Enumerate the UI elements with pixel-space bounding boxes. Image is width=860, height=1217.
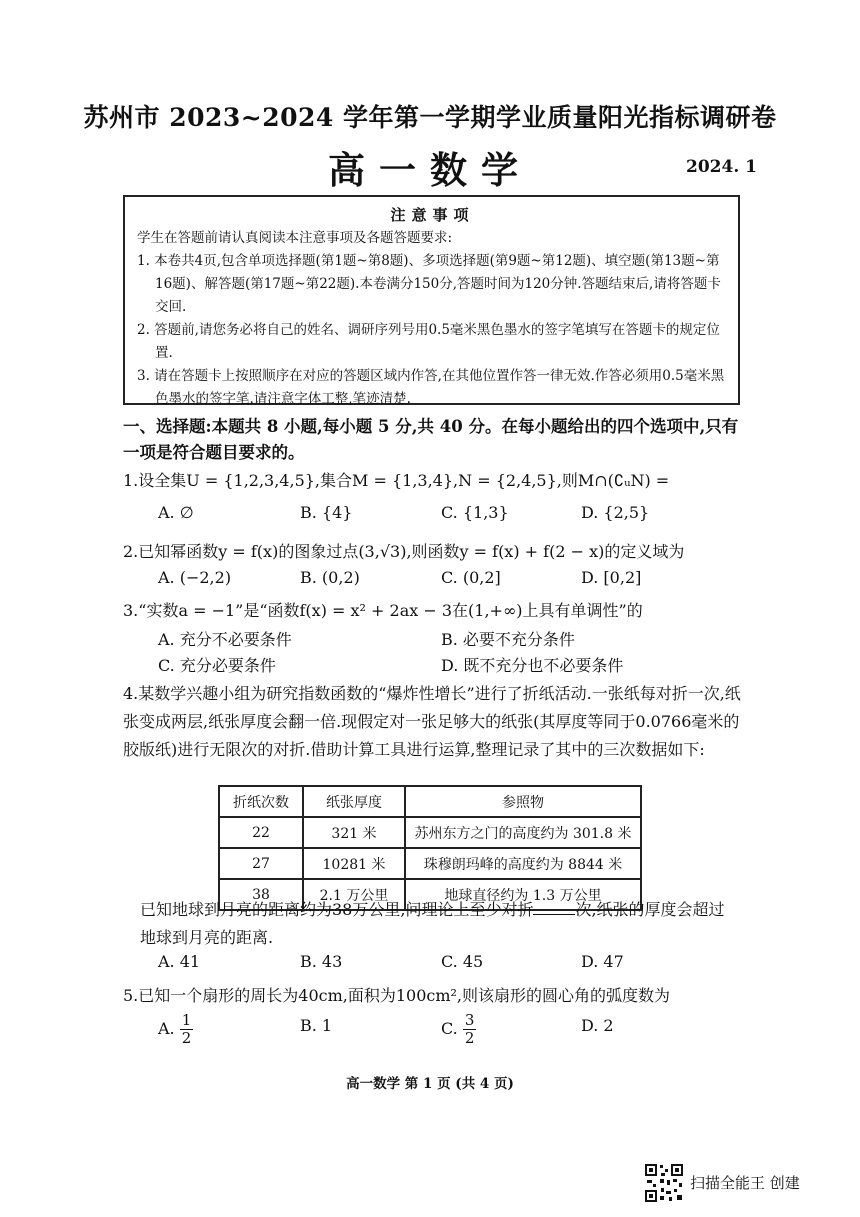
notice-title: 注意事项 [390,206,475,224]
q3-option-d: D. 既不充分也不必要条件 [441,656,624,675]
table-header: 参照物 [405,786,641,817]
table-cell: 321 米 [303,817,405,848]
q1-option-b: B. {4} [300,503,353,522]
q4-text-after-blank: 次,纸张的厚度会超过地球到月亮的距离. [140,900,725,947]
q5-option-a [158,1012,193,1047]
table-cell: 38 [219,879,303,910]
q1-option-c: C. {1,3} [441,503,509,522]
q4-option-d: D. 47 [581,952,624,971]
q1-option-a: A. ∅ [158,503,194,522]
question-1-stem: 1.设全集U = {1,2,3,4,5},集合M = {1,3,4},N = {2,4,5},则M∩(∁ᵤN) = [123,471,670,490]
q5-option-d: D. 2 [581,1016,614,1035]
question-3-stem: 3.“实数a = −1”是“函数f(x) = x² + 2ax − 3在(1,+∞)上具有单调性”的 [123,601,643,620]
table-cell: 22 [219,817,303,848]
question-5-stem: 5.已知一个扇形的周长为40cm,面积为100cm²,则该扇形的圆心角的弧度数为 [123,986,671,1005]
exam-date: 2024. 1 [686,157,757,177]
answer-blank [533,900,575,915]
q3-option-c: C. 充分必要条件 [158,656,276,675]
notice-intro: 学生在答题前请认真阅读本注意事项及各题答题要求: [137,230,453,246]
q5-option-a-label: A. [158,1019,175,1038]
fraction-one-half [180,1012,194,1047]
q5-option-c-label: C. [441,1019,458,1038]
table-cell: 地球直径约为 1.3 万公里 [405,879,641,910]
notice-item: 2. 答题前,请您务必将自己的姓名、调研序列号用0.5毫米黑色墨水的签字笔填写在答题卡的规定位置. [137,322,720,361]
exam-title: 苏州市 2023~2024 学年第一学期学业质量阳光指标调研卷 [83,103,777,132]
q3-option-a: A. 充分不必要条件 [158,630,292,649]
q4-option-c: C. 45 [441,952,484,971]
table-cell: 10281 米 [303,848,405,879]
qr-code-icon [644,1163,684,1203]
question-4-continuation [140,896,740,952]
q2-option-b: B. (0,2) [300,568,360,587]
table-header-row [219,786,641,817]
fraction-denominator: 2 [464,1029,475,1047]
table-cell: 珠穆朗玛峰的高度约为 8844 米 [405,848,641,879]
table-row [219,848,641,879]
page-footer: 高一数学 第 1 页 (共 4 页) [346,1076,514,1092]
section-heading: 一、选择题:本题共 8 小题,每小题 5 分,共 40 分。在每小题给出的四个选项中,只有一项是符合题目要求的。 [123,417,739,462]
q2-option-a: A. (−2,2) [158,568,232,587]
q2-option-c: C. (0,2] [441,568,501,587]
fraction-numerator: 3 [464,1011,475,1029]
notice-item: 1. 本卷共4页,包含单项选择题(第1题~第8题)、多项选择题(第9题~第12题)、填空题(第13题~第16题)、解答题(第17题~第22题).本卷满分150分,答题时间为120分钟.答题结束后,请将答题卡交回. [137,253,721,315]
fraction-three-halves [463,1012,477,1047]
question-2-stem: 2.已知幂函数y = f(x)的图象过点(3,√3),则函数y = f(x) + f(2 − x)的定义域为 [123,542,685,561]
fraction-numerator: 1 [181,1011,192,1029]
question-4-stem: 4.某数学兴趣小组为研究指数函数的“爆炸性增长”进行了折纸活动.一张纸每对折一次,纸张变成两层,纸张厚度会翻一倍.现假定对一张足够大的纸张(其厚度等同于0.0766毫米的胶版纸)进行无限次的对折.借助计算工具进行运算,整理记录了其中的三次数据如下: [123,684,741,759]
table-header: 折纸次数 [219,786,303,817]
table-cell: 27 [219,848,303,879]
notice-box [123,195,740,405]
table-cell: 2.1 万公里 [303,879,405,910]
q1-option-d: D. {2,5} [581,503,650,522]
folding-data-table [218,785,642,911]
q4-option-a: A. 41 [158,952,201,971]
scanner-watermark: 扫描全能王 创建 [690,1174,800,1192]
table-row [219,817,641,848]
q5-option-c [441,1012,476,1047]
table-cell: 苏州东方之门的高度约为 301.8 米 [405,817,641,848]
q2-option-d: D. [0,2] [581,568,642,587]
notice-item: 3. 请在答题卡上按照顺序在对应的答题区域内作答,在其他位置作答一律无效.作答必须用0.5毫米黑色墨水的签字笔.请注意字体工整,笔迹清楚. [137,368,725,407]
q3-option-b: B. 必要不充分条件 [441,630,575,649]
subject-title: 高一数学 [328,148,532,192]
fraction-denominator: 2 [181,1029,192,1047]
q4-text-before-blank: 已知地球到月亮的距离约为38万公里,问理论上至少对折 [140,900,534,919]
table-header: 纸张厚度 [303,786,405,817]
q4-option-b: B. 43 [300,952,343,971]
q5-option-b: B. 1 [300,1016,333,1035]
